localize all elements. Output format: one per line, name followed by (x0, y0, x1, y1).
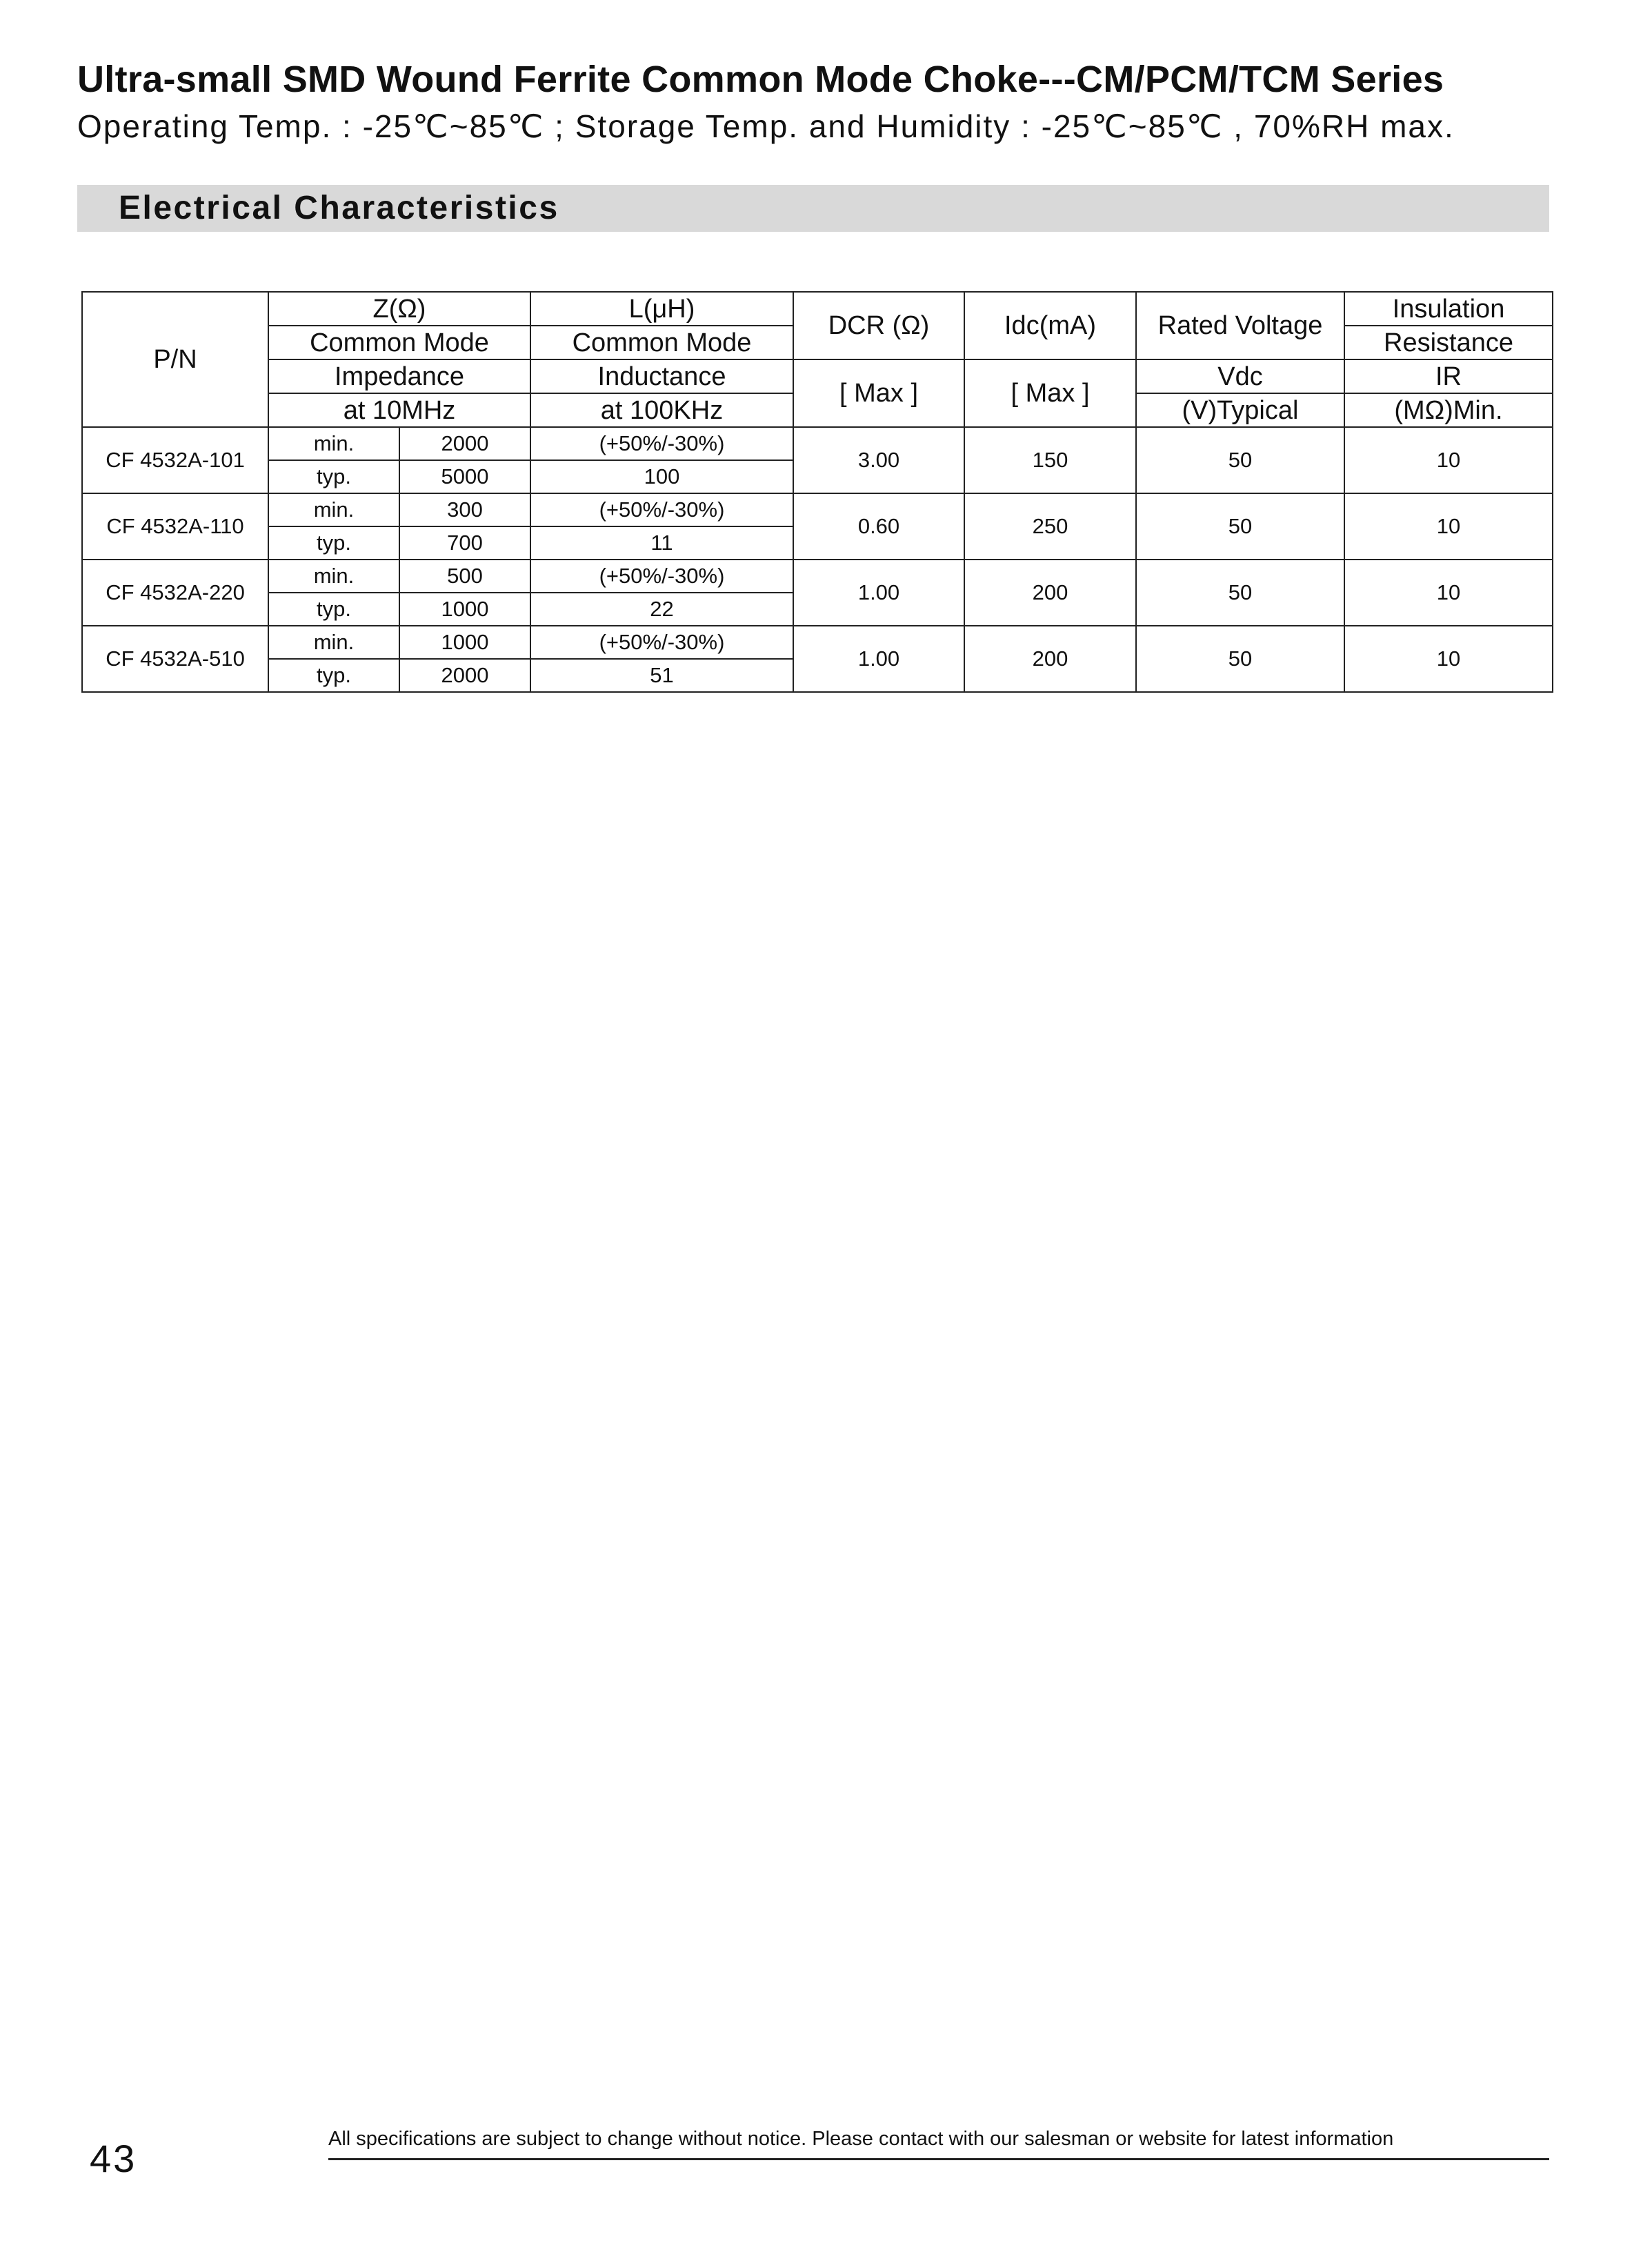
section-title: Electrical Characteristics (119, 190, 559, 226)
inductance-typ: 100 (530, 460, 793, 493)
footer-disclaimer: All specifications are subject to change without notice. Please contact with our salesman or website for latest information (328, 2128, 1394, 2150)
header-z-symbol: Z(Ω) (268, 292, 530, 326)
rated-voltage-value: 50 (1136, 427, 1344, 493)
impedance-min: 1000 (399, 626, 530, 659)
dcr-value: 1.00 (793, 560, 964, 626)
idc-value: 200 (964, 626, 1136, 692)
header-l-inductance: Inductance (530, 359, 793, 393)
footer-divider (328, 2158, 1549, 2160)
header-z-frequency: at 10MHz (268, 393, 530, 427)
operating-conditions: Operating Temp. : -25℃~85℃ ; Storage Temp. and Humidity : -25℃~85℃ , 70%RH max. (77, 108, 1455, 144)
typ-label: typ. (268, 526, 399, 560)
inductance-tolerance: (+50%/-30%) (530, 626, 793, 659)
insulation-resistance-value: 10 (1344, 493, 1553, 560)
page-number: 43 (90, 2137, 137, 2180)
header-z-impedance: Impedance (268, 359, 530, 393)
inductance-tolerance: (+50%/-30%) (530, 427, 793, 460)
rated-voltage-value: 50 (1136, 493, 1344, 560)
impedance-typ: 2000 (399, 659, 530, 692)
typ-label: typ. (268, 460, 399, 493)
dcr-value: 0.60 (793, 493, 964, 560)
page-title: Ultra-small SMD Wound Ferrite Common Mode Choke---CM/PCM/TCM Series (77, 59, 1444, 100)
impedance-typ: 1000 (399, 593, 530, 626)
header-pn: P/N (82, 292, 268, 427)
header-ir-unit: (MΩ)Min. (1344, 393, 1553, 427)
header-idc-max: [ Max ] (964, 359, 1136, 427)
inductance-typ: 51 (530, 659, 793, 692)
dcr-value: 3.00 (793, 427, 964, 493)
header-rated-voltage: Rated Voltage (1136, 292, 1344, 359)
impedance-typ: 5000 (399, 460, 530, 493)
header-z-common-mode: Common Mode (268, 326, 530, 359)
section-header-bar (77, 185, 1549, 232)
dcr-value: 1.00 (793, 626, 964, 692)
electrical-characteristics-table (81, 291, 1553, 693)
insulation-resistance-value: 10 (1344, 560, 1553, 626)
insulation-resistance-value: 10 (1344, 427, 1553, 493)
row-part-number: CF 4532A-101 (82, 427, 268, 493)
typ-label: typ. (268, 593, 399, 626)
header-rated-voltage-typical: (V)Typical (1136, 393, 1344, 427)
row-part-number: CF 4532A-220 (82, 560, 268, 626)
impedance-typ: 700 (399, 526, 530, 560)
min-label: min. (268, 427, 399, 460)
header-dcr: DCR (Ω) (793, 292, 964, 359)
rated-voltage-value: 50 (1136, 626, 1344, 692)
header-l-frequency: at 100KHz (530, 393, 793, 427)
impedance-min: 500 (399, 560, 530, 593)
min-label: min. (268, 493, 399, 526)
impedance-min: 2000 (399, 427, 530, 460)
header-l-common-mode: Common Mode (530, 326, 793, 359)
header-idc: Idc(mA) (964, 292, 1136, 359)
inductance-typ: 11 (530, 526, 793, 560)
header-rated-voltage-vdc: Vdc (1136, 359, 1344, 393)
header-ir-line1: Insulation (1344, 292, 1553, 326)
row-part-number: CF 4532A-510 (82, 626, 268, 692)
insulation-resistance-value: 10 (1344, 626, 1553, 692)
header-dcr-max: [ Max ] (793, 359, 964, 427)
inductance-typ: 22 (530, 593, 793, 626)
impedance-min: 300 (399, 493, 530, 526)
header-ir-symbol: IR (1344, 359, 1553, 393)
header-l-symbol: L(μH) (530, 292, 793, 326)
inductance-tolerance: (+50%/-30%) (530, 493, 793, 526)
idc-value: 150 (964, 427, 1136, 493)
inductance-tolerance: (+50%/-30%) (530, 560, 793, 593)
min-label: min. (268, 560, 399, 593)
min-label: min. (268, 626, 399, 659)
rated-voltage-value: 50 (1136, 560, 1344, 626)
row-part-number: CF 4532A-110 (82, 493, 268, 560)
idc-value: 200 (964, 560, 1136, 626)
typ-label: typ. (268, 659, 399, 692)
header-ir-line2: Resistance (1344, 326, 1553, 359)
idc-value: 250 (964, 493, 1136, 560)
